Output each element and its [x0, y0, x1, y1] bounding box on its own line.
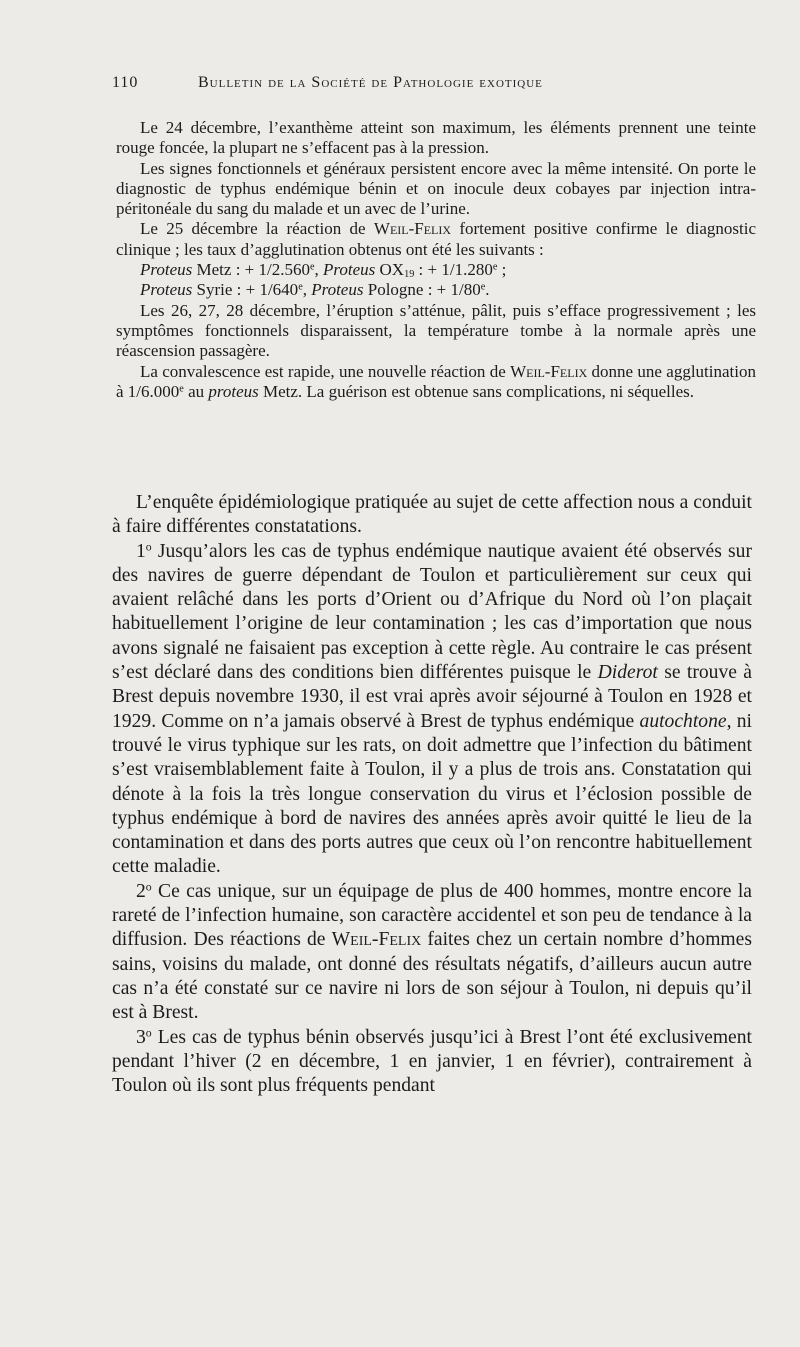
paragraph: Les 26, 27, 28 décembre, l’éruption s’atténue, pâlit, puis s’efface progressivement ; les symptômes fonctionnels disparaissent, la température tombe à la normale après une réascension passagère. [116, 300, 756, 361]
paragraph: La convalescence est rapide, une nouvelle réaction de Weil-Felix donne une agglutination à 1/6.000e au proteus Metz. La guérison est obtenue sans complications, ni séquelles. [116, 361, 756, 401]
paragraph: L’enquête épidémiologique pratiquée au sujet de cette affection nous a conduit à faire différentes constatations. [112, 492, 752, 538]
paragraph: Le 25 décembre la réaction de Weil-Felix fortement positive confirme le diagnostic clinique ; les taux d’agglutination obtenus ont été les suivants : [116, 219, 756, 259]
paragraph: 3$^o$ Les cas de typhus bénin observés jusqu’ici à Brest l’ont été exclusivement pendant l’hiver (2 en décembre, 1 en janvier, 1 en février), contrairement à Toulon où ils sont plus fréquents pendant [112, 1026, 752, 1097]
paragraph: Le 24 décembre, l’exanthème atteint son maximum, les éléments prennent une teinte rouge foncée, la plupart ne s’effacent pas à la pression. [116, 118, 756, 158]
case-report [116, 118, 756, 402]
result-line: Proteus Metz : + 1/2.560$^e$, Proteus $OX_{19}$ : + 1/1.280$^e$ ; [140, 260, 507, 281]
author-name: Weil-Felix [331, 929, 422, 951]
page-number: 110 [112, 74, 139, 91]
result-line: Proteus Syrie : + $1/640^e$, Proteus Pologne : + $1/80^e$. [140, 280, 490, 300]
agglutination-results [116, 260, 756, 301]
page-header [112, 74, 752, 98]
epidemiology-discussion [112, 491, 752, 1098]
paragraph: 2$^o$ Ce cas unique, sur un équipage de plus de 400 hommes, montre encore la rareté de l’infection humaine, son caractère accidentel et son peu de tendance à la diffusion. Des réactions de Weil-Felix faites chez un certain nombre d’hommes sains, voisins du malade, ont donné des résultats négatifs, d’ailleurs aucun autre cas n’a été constaté sur ce navire ni lors de son séjour à Toulon, ni depuis qu’il est à Brest. [112, 880, 752, 1024]
paragraph: Les signes fonctionnels et généraux persistent encore avec la même intensité. On porte le diagnostic de typhus endémique bénin et on inocule deux cobayes par injection intra-péritonéale du sang du malade et un avec de l’urine. [116, 158, 756, 219]
author-name: Weil-Felix [373, 219, 452, 239]
author-name: Weil-Felix [510, 361, 588, 381]
running-title: Bulletin de la Société de Pathologie exotique [198, 74, 543, 91]
paragraph: 1$^o$ Jusqu’alors les cas de typhus endémique nautique avaient été observés sur des navires de guerre dépendant de Toulon et particulièrement sur ceux qui avaient relâché dans les ports d’Orient ou d’Afrique du Nord où l’on plaçait habituellement l’origine de leur contamination ; les cas d’importation que nous avons signalé ne faisaient pas exception à cette règle. Au contraire le cas présent s’est déclaré dans des conditions bien différentes puisque le Diderot se trouve à Brest depuis novembre 1930, il est vrai après avoir séjourné à Toulon en 1928 et 1929. Comme on n’a jamais observé à Brest de typhus endémique autochtone, ni trouvé le virus typhique sur les rats, on doit admettre que l’infection du bâtiment s’est vraisemblablement faite à Toulon, il y a plus de trois ans. Constatation qui dénote à la fois la très longue conservation du virus et l’éclosion possible de typhus endémique à bord de navires des années après avoir quitté le lieu de la contamination et dans des ports autres que ceux où l’on rencontre habituellement cette maladie. [112, 540, 752, 878]
